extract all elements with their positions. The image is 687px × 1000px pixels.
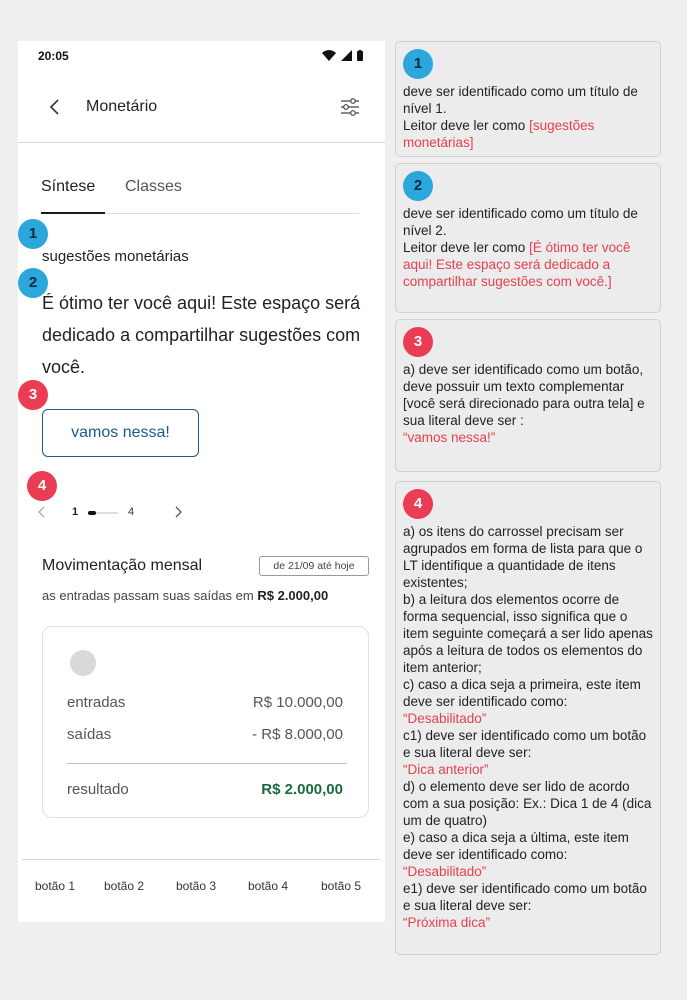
tab-bar <box>41 165 359 214</box>
note-text: c) caso a dica seja a primeira, este item deve ser identificado como: <box>403 677 641 709</box>
signal-icon <box>341 50 352 61</box>
note-text: c1) deve ser identificado como um botão e sua literal deve ser: <box>403 728 647 760</box>
chevron-right-icon[interactable] <box>172 505 184 519</box>
heading-level-2: É ótimo ter você aqui! Este espaço será dedicado a compartilhar sugestões com você. <box>42 293 361 377</box>
note-2-text <box>403 205 655 290</box>
note-text: d) o elemento deve ser lido de acordo com a sua posição: Ex.: Dica 1 de 4 (dica um de quatro) <box>403 779 652 828</box>
bottom-button-3[interactable]: botão 3 <box>176 879 217 893</box>
tab-indicator <box>41 212 105 214</box>
tab-classes[interactable]: Classes <box>125 178 182 195</box>
bottom-nav-divider <box>22 859 381 860</box>
status-time: 20:05 <box>38 49 69 63</box>
note-2 <box>395 163 661 313</box>
date-range-badge: de 21/09 até hoje <box>259 556 369 576</box>
note-4-text <box>403 523 655 931</box>
note-3-text <box>403 361 655 446</box>
note-1 <box>395 41 661 157</box>
note-marker-1: 1 <box>403 49 433 79</box>
carousel-progress-track <box>88 512 118 514</box>
note-text: a) deve ser identificado como um botão, deve possuir um texto complementar [você será direcionado para outra tela] e sua literal deve ser : <box>403 362 645 428</box>
chevron-left-icon[interactable] <box>36 505 48 519</box>
row-label: entradas <box>67 694 126 711</box>
note-text: a) os itens do carrossel precisam ser agrupados em forma de lista para que o LT identifique a quantidade de itens existentes; <box>403 524 643 590</box>
monthly-subtitle-value: R$ 2.000,00 <box>257 588 329 603</box>
battery-icon <box>357 50 363 61</box>
carousel-pager <box>36 503 176 523</box>
bottom-button-4[interactable]: botão 4 <box>248 879 289 893</box>
marker-3: 3 <box>18 380 48 410</box>
row-saidas <box>67 726 343 743</box>
carousel-progress-fill <box>88 511 96 515</box>
marker-2: 2 <box>18 268 48 298</box>
marker-4: 4 <box>27 471 57 501</box>
back-arrow-icon[interactable] <box>46 97 66 117</box>
summary-card <box>42 626 369 818</box>
page-title: Monetário <box>86 98 158 115</box>
note-text: Leitor deve ler como <box>403 240 530 255</box>
note-text: deve ser identificado como um título de nível 1. <box>403 84 638 116</box>
phone-screen <box>18 41 385 922</box>
note-highlight: [É ótimo ter você aqui! Este espaço será dedicado a compartilhar sugestões com você.] <box>403 240 631 289</box>
cta-button[interactable]: vamos nessa! <box>42 409 199 457</box>
note-highlight: “Próxima dica” <box>403 915 491 930</box>
note-text: e) caso a dica seja a última, este item deve ser identificado como: <box>403 830 629 862</box>
row-resultado <box>67 781 343 798</box>
row-entradas <box>67 694 343 711</box>
note-text: b) a leitura dos elementos ocorre de forma sequencial, isso significa que o item seguinte começará a ser lido apenas após a leitura de todos os elementos do item anterior; <box>403 592 653 675</box>
row-value: R$ 10.000,00 <box>252 694 343 711</box>
note-highlight: “vamos nessa!” <box>403 430 496 445</box>
bottom-button-5[interactable]: botão 5 <box>321 879 362 893</box>
row-label: resultado <box>67 781 129 798</box>
note-highlight: “Dica anterior” <box>403 762 489 777</box>
note-marker-2: 2 <box>403 171 433 201</box>
heading-level-1: sugestões monetárias <box>42 248 189 265</box>
row-value: R$ 2.000,00 <box>261 781 343 798</box>
note-1-text <box>403 83 655 151</box>
filter-icon[interactable] <box>339 96 361 118</box>
note-highlight: “Desabilitado” <box>403 711 487 726</box>
card-divider <box>67 763 347 764</box>
marker-1: 1 <box>18 219 48 249</box>
tab-sintese[interactable]: Síntese <box>41 178 96 195</box>
note-highlight: “Desabilitado” <box>403 864 487 879</box>
bottom-button-2[interactable]: botão 2 <box>104 879 145 893</box>
row-label: saídas <box>67 726 112 743</box>
wifi-icon <box>322 50 336 61</box>
note-3 <box>395 319 661 472</box>
app-header <box>18 81 385 143</box>
note-marker-3: 3 <box>403 327 433 357</box>
note-4 <box>395 481 661 955</box>
status-bar <box>18 41 385 71</box>
note-text: deve ser identificado como um título de nível 2. <box>403 206 638 238</box>
row-value: - R$ 8.000,00 <box>252 726 343 743</box>
carousel-total: 4 <box>128 506 135 518</box>
note-text: Leitor deve ler como <box>403 118 530 133</box>
status-icons <box>322 50 363 61</box>
note-highlight: [sugestões monetárias] <box>403 118 595 150</box>
monthly-title: Movimentação mensal <box>42 557 203 574</box>
note-marker-4: 4 <box>403 489 433 519</box>
carousel-current: 1 <box>72 506 79 518</box>
bottom-button-1[interactable]: botão 1 <box>35 879 76 893</box>
note-text: e1) deve ser identificado como um botão e sua literal deve ser: <box>403 881 647 913</box>
monthly-subtitle <box>42 588 328 603</box>
card-avatar <box>70 650 96 676</box>
monthly-subtitle-prefix: as entradas passam suas saídas em <box>42 588 254 603</box>
